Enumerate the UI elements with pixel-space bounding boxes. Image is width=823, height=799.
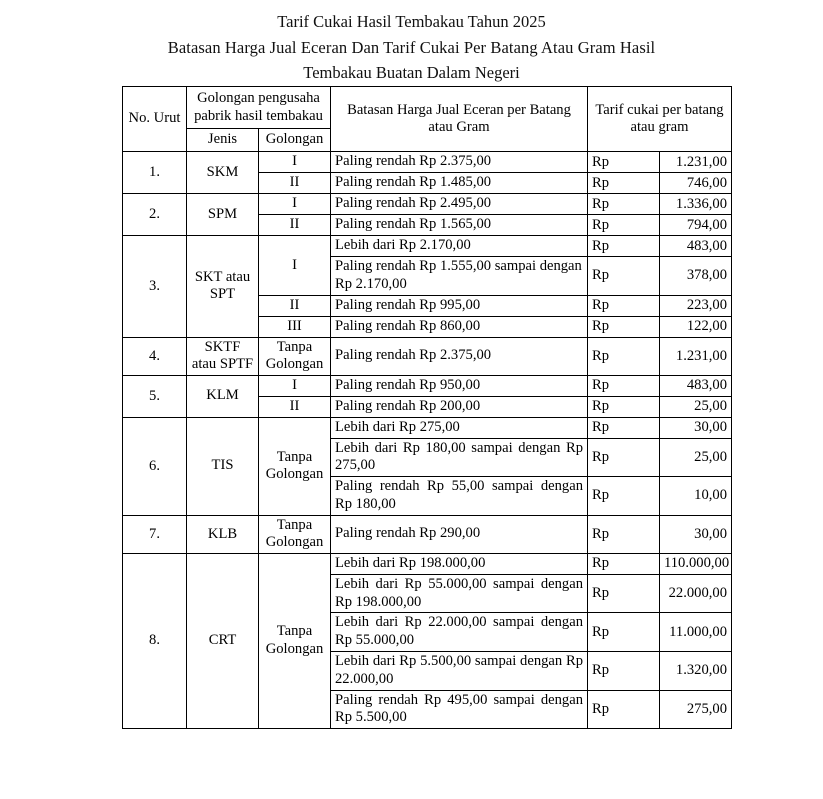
cell-jenis: SPM	[187, 194, 259, 236]
table-row	[123, 152, 732, 173]
cell-currency-symbol: Rp	[588, 417, 660, 438]
header-golongan-pengusaha: Golongan pengusaha pabrik hasil tembakau	[187, 87, 331, 129]
cell-batasan-harga: Paling rendah Rp 200,00	[331, 396, 588, 417]
cell-tarif-value: 110.000,00	[660, 553, 732, 574]
cell-tarif-value: 483,00	[660, 375, 732, 396]
cell-batasan-harga: Paling rendah Rp 2.495,00	[331, 194, 588, 215]
cell-tarif-value: 25,00	[660, 396, 732, 417]
cell-currency-symbol: Rp	[588, 236, 660, 257]
cell-tarif-value: 1.320,00	[660, 651, 732, 690]
cell-golongan: Tanpa Golongan	[259, 553, 331, 728]
cell-tarif-value: 275,00	[660, 690, 732, 729]
cell-currency-symbol: Rp	[588, 396, 660, 417]
cell-no-urut: 5.	[123, 375, 187, 417]
cell-jenis: KLM	[187, 375, 259, 417]
cell-tarif-value: 1.231,00	[660, 152, 732, 173]
table-row	[123, 417, 732, 438]
cell-golongan: Tanpa Golongan	[259, 337, 331, 375]
cell-no-urut: 4.	[123, 337, 187, 375]
cell-golongan: II	[259, 215, 331, 236]
cell-batasan-harga: Lebih dari Rp 275,00	[331, 417, 588, 438]
cell-tarif-value: 746,00	[660, 173, 732, 194]
cell-currency-symbol: Rp	[588, 316, 660, 337]
cell-currency-symbol: Rp	[588, 574, 660, 613]
table-row	[123, 553, 732, 574]
header-batasan-harga: Batasan Harga Jual Eceran per Batang atau Gram	[331, 87, 588, 152]
cell-golongan: II	[259, 295, 331, 316]
cell-batasan-harga: Paling rendah Rp 1.485,00	[331, 173, 588, 194]
cell-currency-symbol: Rp	[588, 651, 660, 690]
cell-currency-symbol: Rp	[588, 375, 660, 396]
cell-golongan: I	[259, 236, 331, 296]
cell-batasan-harga: Paling rendah Rp 2.375,00	[331, 337, 588, 375]
cell-currency-symbol: Rp	[588, 152, 660, 173]
table-row	[123, 337, 732, 375]
cell-batasan-harga: Lebih dari Rp 198.000,00	[331, 553, 588, 574]
cell-golongan: II	[259, 173, 331, 194]
cell-golongan: II	[259, 396, 331, 417]
cell-golongan: I	[259, 194, 331, 215]
cell-batasan-harga: Lebih dari Rp 180,00 sampai dengan Rp 275,00	[331, 438, 588, 477]
table-row	[123, 194, 732, 215]
header-jenis: Jenis	[187, 129, 259, 152]
cell-golongan: Tanpa Golongan	[259, 515, 331, 553]
cell-jenis: TIS	[187, 417, 259, 515]
cell-currency-symbol: Rp	[588, 257, 660, 296]
cell-no-urut: 8.	[123, 553, 187, 728]
table-row	[123, 515, 732, 553]
cell-no-urut: 7.	[123, 515, 187, 553]
title-line-2: Batasan Harga Jual Eceran Dan Tarif Cukai Per Batang Atau Gram Hasil	[167, 37, 656, 57]
cell-no-urut: 3.	[123, 236, 187, 338]
cell-tarif-value: 10,00	[660, 477, 732, 516]
cell-batasan-harga: Paling rendah Rp 55,00 sampai dengan Rp 180,00	[331, 477, 588, 516]
cell-batasan-harga: Paling rendah Rp 1.565,00	[331, 215, 588, 236]
cell-tarif-value: 30,00	[660, 515, 732, 553]
cell-currency-symbol: Rp	[588, 337, 660, 375]
cell-batasan-harga: Paling rendah Rp 860,00	[331, 316, 588, 337]
cell-golongan: Tanpa Golongan	[259, 417, 331, 515]
cell-currency-symbol: Rp	[588, 553, 660, 574]
header-tarif-cukai: Tarif cukai per batang atau gram	[588, 87, 732, 152]
cell-currency-symbol: Rp	[588, 613, 660, 652]
cell-currency-symbol: Rp	[588, 690, 660, 729]
table-body	[123, 152, 732, 729]
tariff-table	[122, 86, 732, 729]
header-row-main	[123, 87, 732, 129]
cell-currency-symbol: Rp	[588, 194, 660, 215]
cell-no-urut: 6.	[123, 417, 187, 515]
table-row	[123, 375, 732, 396]
cell-tarif-value: 25,00	[660, 438, 732, 477]
cell-tarif-value: 1.231,00	[660, 337, 732, 375]
cell-currency-symbol: Rp	[588, 477, 660, 516]
cell-no-urut: 1.	[123, 152, 187, 194]
cell-tarif-value: 22.000,00	[660, 574, 732, 613]
cell-jenis: SKT atau SPT	[187, 236, 259, 338]
cell-currency-symbol: Rp	[588, 215, 660, 236]
cell-batasan-harga: Paling rendah Rp 2.375,00	[331, 152, 588, 173]
document-title	[0, 0, 823, 86]
cell-jenis: SKTF atau SPTF	[187, 337, 259, 375]
cell-currency-symbol: Rp	[588, 173, 660, 194]
cell-batasan-harga: Lebih dari Rp 2.170,00	[331, 236, 588, 257]
table-header	[123, 87, 732, 152]
cell-batasan-harga: Paling rendah Rp 1.555,00 sampai dengan Rp 2.170,00	[331, 257, 588, 296]
cell-batasan-harga: Paling rendah Rp 290,00	[331, 515, 588, 553]
header-golongan: Golongan	[259, 129, 331, 152]
cell-golongan: I	[259, 152, 331, 173]
cell-batasan-harga: Paling rendah Rp 950,00	[331, 375, 588, 396]
title-line-1: Tarif Cukai Hasil Tembakau Tahun 2025	[277, 12, 546, 31]
cell-tarif-value: 122,00	[660, 316, 732, 337]
cell-jenis: SKM	[187, 152, 259, 194]
cell-jenis: CRT	[187, 553, 259, 728]
cell-batasan-harga: Lebih dari Rp 22.000,00 sampai dengan Rp 55.000,00	[331, 613, 588, 652]
cell-golongan: III	[259, 316, 331, 337]
cell-batasan-harga: Paling rendah Rp 995,00	[331, 295, 588, 316]
cell-tarif-value: 223,00	[660, 295, 732, 316]
cell-currency-symbol: Rp	[588, 438, 660, 477]
cell-batasan-harga: Lebih dari Rp 55.000,00 sampai dengan Rp 198.000,00	[331, 574, 588, 613]
table-row	[123, 236, 732, 257]
cell-batasan-harga: Paling rendah Rp 495,00 sampai dengan Rp 5.500,00	[331, 690, 588, 729]
cell-currency-symbol: Rp	[588, 295, 660, 316]
cell-jenis: KLB	[187, 515, 259, 553]
cell-currency-symbol: Rp	[588, 515, 660, 553]
cell-tarif-value: 794,00	[660, 215, 732, 236]
cell-tarif-value: 378,00	[660, 257, 732, 296]
title-line-3: Tembakau Buatan Dalam Negeri	[303, 63, 520, 83]
cell-no-urut: 2.	[123, 194, 187, 236]
cell-tarif-value: 11.000,00	[660, 613, 732, 652]
cell-tarif-value: 483,00	[660, 236, 732, 257]
tariff-table-container	[122, 86, 732, 729]
cell-batasan-harga: Lebih dari Rp 5.500,00 sampai dengan Rp 22.000,00	[331, 651, 588, 690]
header-no-urut: No. Urut	[123, 87, 187, 152]
cell-golongan: I	[259, 375, 331, 396]
cell-tarif-value: 1.336,00	[660, 194, 732, 215]
cell-tarif-value: 30,00	[660, 417, 732, 438]
